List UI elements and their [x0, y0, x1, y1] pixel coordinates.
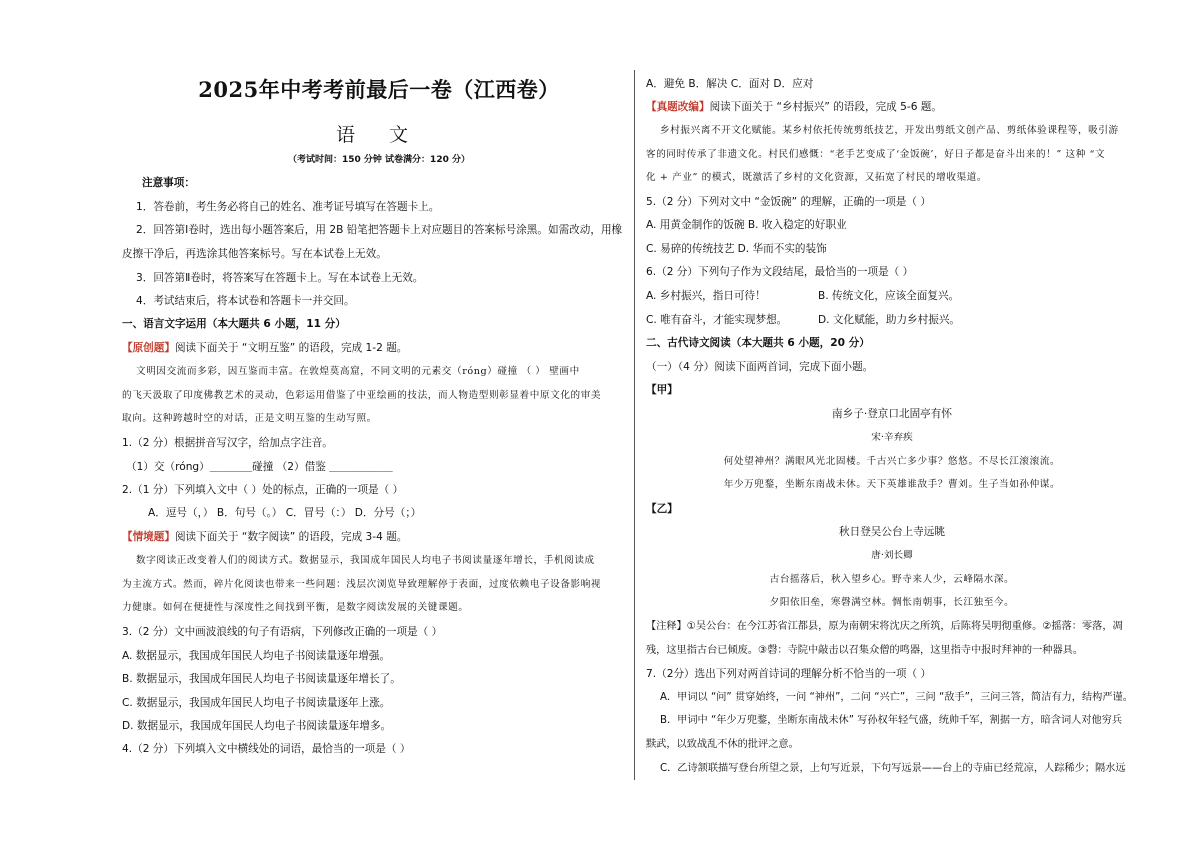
question-5: 5.（2 分）下列对文中 “金饭碗” 的理解，正确的一项是（ ）	[646, 196, 931, 208]
poem-label-jia: 【甲】	[646, 384, 678, 396]
passage-3-line: 乡村振兴离不开文化赋能。某乡村依托传统剪纸技艺，开发出剪纸文创产品、剪纸体验课程等，吸引游	[660, 125, 1119, 136]
poem-2-title: 秋日登吴公台上寺远眺	[839, 526, 945, 538]
poem-1-title: 南乡子·登京口北固亭有怀	[832, 408, 952, 420]
exam-title: 2025年中考考前最后一卷（江西卷）	[198, 77, 560, 102]
question-6-option-b: B. 传统文化，应该全面复兴。	[818, 290, 960, 302]
poem-1-line: 年少万兜鍪，坐断东南战未休。天下英雄谁敌手？曹刘。生子当如孙仲谋。	[723, 479, 1061, 490]
annotation-line: 【注释】①吴公台：在今江苏省江都县，原为南朝宋将沈庆之所筑，后陈将吴明彻重修。②摇落：零落，凋	[646, 621, 1123, 632]
question-6-option-a: A. 乡村振兴，指日可待！	[646, 290, 766, 302]
note-4: 4．考试结束后，将本试卷和答题卡一并交回。	[136, 295, 355, 307]
subsection-1-heading: （一）（4 分）阅读下面两首词，完成下面小题。	[646, 361, 874, 373]
section-1-heading: 一、语言文字运用（本大题共 6 小题，11 分）	[122, 318, 346, 330]
question-3-option-d: D. 数据显示，我国成年国民人均电子书阅读量逐年增多。	[122, 720, 392, 732]
question-6-option-d: D. 文化赋能，助力乡村振兴。	[818, 314, 961, 326]
tag-original: 【原创题】	[122, 342, 175, 354]
question-2: 2.（1 分）下列填入文中（ ）处的标点，正确的一项是（ ）	[122, 484, 404, 496]
question-3-option-a: A. 数据显示，我国成年国民人均电子书阅读量逐年增强。	[122, 650, 391, 662]
subject-title: 语 文	[335, 124, 423, 146]
passage-2-line: 为主流方式。然而，碎片化阅读也带来一些问题：浅层次浏览导致理解停于表面，过度依赖电子设备影响视	[122, 579, 602, 590]
poem-1-author: 宋·辛弃疾	[871, 432, 913, 443]
poem-label-yi: 【乙】	[646, 503, 678, 515]
passage-2-line: 数字阅读正改变着人们的阅读方式。数据显示，我国成年国民人均电子书阅读量逐年增长，手机阅读成	[136, 555, 595, 566]
poem-1-line: 何处望神州？满眼风光北固楼。千古兴亡多少事？悠悠。不尽长江滚滚流。	[723, 456, 1061, 467]
note-1: 1．答卷前，考生务必将自己的姓名、准考证号填写在答题卡上。	[136, 201, 440, 213]
column-divider	[634, 70, 635, 780]
question-3: 3.（2 分）文中画波浪线的句子有语病，下列修改正确的一项是（ ）	[122, 626, 443, 638]
tag-scenario: 【情境题】	[122, 531, 175, 543]
note-2: 2．回答第Ⅰ卷时，选出每小题答案后，用 2B 铅笔把答题卡上对应题目的答案标号涂黑。如需改动，用橡	[136, 224, 623, 236]
poem-2-line: 古台摇落后，秋入望乡心。野寺来人少，云峰隔水深。	[769, 574, 1015, 585]
passage-3-line: 客的同时传承了非遗文化。村民们感慨：“老手艺变成了‘金饭碗’，好日子都是奋斗出来的！” 这种 “文	[646, 149, 1106, 160]
tag-adapted: 【真题改编】	[646, 101, 710, 113]
passage-1-intro: 【原创题】阅读下面关于 “文明互鉴” 的语段，完成 1-2 题。	[122, 342, 408, 354]
question-7: 7.（2分）选出下列对两首诗词的理解分析不恰当的一项（ ）	[646, 668, 932, 680]
question-3-option-c: C. 数据显示，我国成年国民人均电子书阅读量逐年上涨。	[122, 697, 391, 709]
passage-2-line: 力健康。如何在便捷性与深度性之间找到平衡，是数字阅读发展的关键课题。	[122, 602, 469, 613]
question-7-option-b-cont: 黩武，以致战乱不休的批评之意。	[646, 739, 799, 750]
passage-3-intro: 【真题改编】阅读下面关于 “乡村振兴” 的语段，完成 5-6 题。	[646, 101, 942, 113]
exam-info: （考试时间：150 分钟 试卷满分：120 分）	[288, 155, 470, 165]
question-6: 6.（2 分）下列句子作为文段结尾，最恰当的一项是（ ）	[646, 266, 914, 278]
poem-2-line: 夕阳依旧垒，寒磬满空林。惆怅南朝事，长江独至今。	[769, 597, 1015, 608]
question-2-options: A．逗号（，） B．句号（。） C．冒号（：） D．分号（；）	[148, 507, 422, 519]
question-1: 1.（2 分）根据拼音写汉字，给加点字注音。	[122, 437, 333, 449]
passage-3-line: 化 + 产业” 的模式，既激活了乡村的文化资源，又拓宽了村民的增收渠道。	[646, 172, 988, 183]
note-2-cont: 皮擦干净后，再选涂其他答案标号。写在本试卷上无效。	[122, 248, 387, 260]
question-5-options-cd: C. 易碎的传统技艺 D. 华而不实的装饰	[646, 243, 827, 255]
question-6-option-c: C. 唯有奋斗，才能实现梦想。	[646, 314, 788, 326]
notes-heading: 注意事项：	[142, 177, 195, 189]
annotation-line: 残，这里指古台已倾废。③磬：寺院中敲击以召集众僧的鸣器，这里指寺中报时拜神的一种器具。	[646, 645, 1084, 656]
passage-1-line: 文明因交流而多彩，因互鉴而丰富。在敦煌莫高窟，不同文明的元素交（róng）碰撞 （ ） 壁画中	[136, 366, 580, 377]
question-3-option-b: B. 数据显示，我国成年国民人均电子书阅读量逐年增长了。	[122, 673, 401, 685]
question-7-option-a: A．甲词以 “问” 贯穿始终，一问 “神州”，二问 “兴亡”，三问 “敌手”，三问三答，简洁有力，结构严谨。	[660, 692, 1133, 703]
question-5-options-ab: A. 用黄金制作的饭碗 B. 收入稳定的好职业	[646, 219, 847, 231]
section-2-heading: 二、古代诗文阅读（本大题共 6 小题，20 分）	[646, 337, 870, 349]
poem-2-author: 唐·刘长卿	[871, 550, 913, 561]
question-7-option-b: B．甲词中 “年少万兜鍪，坐断东南战未休” 写孙权年轻气盛，统帅千军，割据一方，暗含词人对他穷兵	[660, 715, 1123, 726]
note-3: 3．回答第Ⅱ卷时，将答案写在答题卡上。写在本试卷上无效。	[136, 272, 424, 284]
passage-1-line: 的飞天汲取了印度佛教艺术的灵动，色彩运用借鉴了中亚绘画的技法，而人物造型则彰显着中原文化的审美	[122, 390, 602, 401]
question-1-items: （1）交（róng）＿＿＿＿碰撞 （2）借鉴 ＿＿＿＿＿＿	[126, 461, 393, 473]
passage-1-line: 取向。这种跨越时空的对话，正是文明互鉴的生动写照。	[122, 413, 377, 424]
question-4-options: A．避免 B．解决 C．面对 D．应对	[646, 78, 814, 90]
question-7-option-c: C．乙诗颔联描写登台所望之景，上句写近景，下句写远景——台上的寺庙已经荒凉，人踪稀少；隔水远	[660, 763, 1126, 774]
passage-2-intro: 【情境题】阅读下面关于 “数字阅读” 的语段，完成 3-4 题。	[122, 531, 408, 543]
question-4: 4.（2 分）下列填入文中横线处的词语，最恰当的一项是（ ）	[122, 743, 411, 755]
